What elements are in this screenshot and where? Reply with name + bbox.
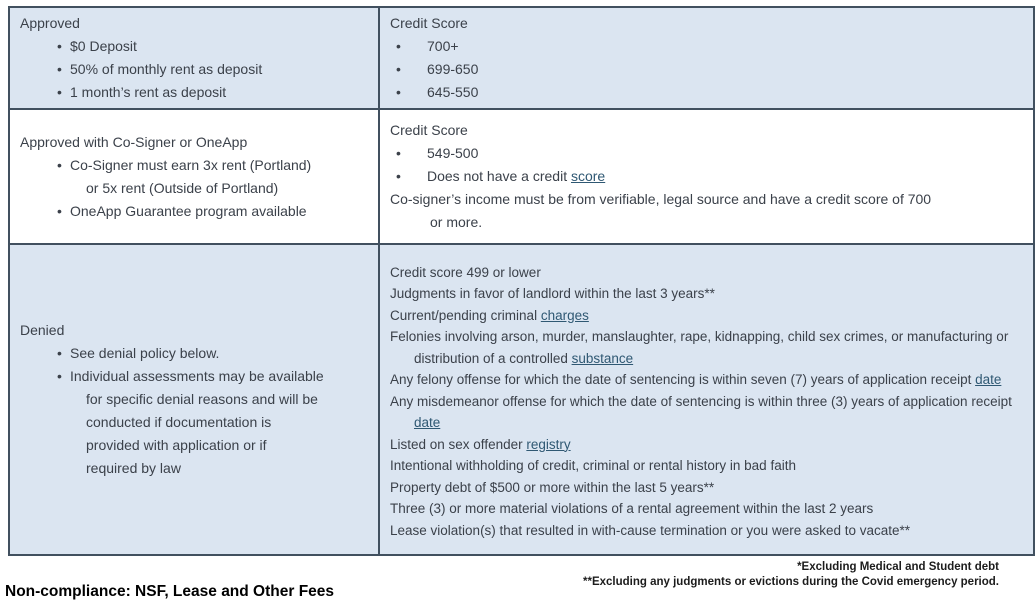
- bullet-text-continuation: provided with application or if: [86, 437, 267, 453]
- bullet-text: See denial policy below.: [70, 345, 220, 361]
- cell-title: Credit Score: [390, 122, 468, 138]
- text-segment: Intentional withholding of credit, criminal or rental history in bad faith: [390, 458, 796, 474]
- bullet-icon: •: [57, 38, 62, 54]
- text-segment: Listed on sex offender: [390, 436, 527, 452]
- text-segment: Does not have a credit: [427, 168, 571, 184]
- bullet-text: 50% of monthly rent as deposit: [70, 61, 263, 77]
- text-segment: Property debt of $500 or more within the last 5 years**: [390, 479, 715, 495]
- bullet-icon: •: [57, 61, 62, 77]
- bullet-icon: •: [57, 156, 62, 173]
- bullet-icon: •: [396, 168, 401, 184]
- criteria-line: [390, 434, 1023, 456]
- bullet-item: [20, 200, 368, 223]
- bullet-text-continuation: or 5x rent (Outside of Portland): [86, 179, 279, 196]
- text-segment: Three (3) or more material violations of a rental agreement within the last 2 years: [390, 501, 874, 517]
- bullet-item: [390, 142, 1023, 165]
- inline-link[interactable]: date: [414, 415, 441, 431]
- cell-title: Approved with Co-Signer or OneApp: [20, 133, 248, 150]
- decision-cell: [9, 244, 379, 555]
- text-segment: Lease violation(s) that resulted in with-cause termination or you were asked to vacate**: [390, 522, 911, 538]
- criteria-line: [390, 391, 1023, 434]
- co-signer-note: or more.: [430, 214, 483, 230]
- bullet-item: [20, 35, 368, 58]
- footnote-medical-student-debt: *Excluding Medical and Student debt: [797, 561, 999, 573]
- bullet-text: Co-Signer must earn 3x rent (Portland): [70, 156, 312, 173]
- decision-cell: [9, 7, 379, 109]
- criteria-line: [390, 326, 1023, 369]
- bullet-icon: •: [396, 61, 401, 77]
- criteria-cell: [379, 7, 1034, 109]
- cell-title: Approved: [20, 15, 80, 31]
- criteria-line: [390, 477, 1023, 499]
- screening-criteria-table: [8, 6, 1035, 556]
- criteria-line: [390, 283, 1023, 305]
- text-segment: Felonies involving arson, murder, manslaughter, rape, kidnapping, child sex crimes, or manufacturing or distribution of a controlled: [390, 329, 1009, 366]
- bullet-text: 699-650: [427, 61, 479, 77]
- inline-link[interactable]: substance: [571, 350, 634, 366]
- criteria-cell: [379, 109, 1034, 244]
- bullet-item: [390, 81, 1023, 104]
- bullet-icon: •: [57, 202, 62, 219]
- co-signer-note: Co-signer’s income must be from verifiable, legal source and have a credit score of 700: [390, 191, 932, 207]
- criteria-line: [390, 262, 1023, 284]
- bullet-text: 549-500: [427, 145, 479, 161]
- inline-link[interactable]: date: [975, 372, 1002, 388]
- table-row: [9, 244, 1034, 555]
- cell-title: Denied: [20, 322, 65, 338]
- bullet-item: [20, 58, 368, 81]
- criteria-line: [390, 305, 1023, 327]
- bullet-icon: •: [396, 84, 401, 100]
- bullet-item: [390, 58, 1023, 81]
- text-segment: Any felony offense for which the date of sentencing is within seven (7) years of application receipt: [390, 372, 976, 388]
- bullet-item: [20, 154, 368, 177]
- bullet-item: [20, 81, 368, 104]
- screening-table-body: [9, 7, 1034, 555]
- table-row: [9, 109, 1034, 244]
- criteria-line: [390, 369, 1023, 391]
- bullet-text: 1 month’s rent as deposit: [70, 84, 227, 100]
- bullet-text: [427, 165, 605, 188]
- criteria-line: [390, 498, 1023, 520]
- decision-cell: [9, 109, 379, 244]
- criteria-line: [390, 455, 1023, 477]
- bullet-text: 700+: [427, 38, 459, 54]
- text-segment: Judgments in favor of landlord within the last 3 years**: [390, 286, 715, 302]
- bullet-text-continuation: required by law: [86, 460, 181, 476]
- inline-link[interactable]: charges: [540, 307, 589, 323]
- bullet-text-continuation: conducted if documentation is: [86, 414, 272, 430]
- non-compliance-heading: Non-compliance: NSF, Lease and Other Fees: [5, 583, 335, 600]
- bullet-text: Individual assessments may be available: [70, 368, 324, 384]
- cell-title: Credit Score: [390, 15, 468, 31]
- inline-link[interactable]: score: [570, 168, 606, 184]
- table-row: [9, 7, 1034, 109]
- criteria-line: [390, 520, 1023, 542]
- bullet-icon: •: [396, 38, 401, 54]
- bullet-item: [20, 365, 368, 388]
- criteria-cell: [379, 244, 1034, 555]
- bullet-icon: •: [57, 345, 62, 361]
- bullet-item: [390, 165, 1023, 188]
- bullet-text-continuation: for specific denial reasons and will be: [86, 391, 318, 407]
- text-segment: Current/pending criminal: [390, 307, 541, 323]
- text-segment: Any misdemeanor offense for which the date of sentencing is within three (3) years of application receipt: [390, 393, 1012, 409]
- footnote-covid-emergency: **Excluding any judgments or evictions during the Covid emergency period.: [583, 575, 999, 588]
- bullet-item: [20, 342, 368, 365]
- bullet-icon: •: [396, 145, 401, 161]
- bullet-item: [390, 35, 1023, 58]
- bullet-icon: •: [57, 84, 62, 100]
- bullet-icon: •: [57, 368, 62, 384]
- inline-link[interactable]: registry: [526, 436, 571, 452]
- bullet-text: $0 Deposit: [70, 38, 137, 54]
- bullet-text: 645-550: [427, 84, 479, 100]
- bullet-text: OneApp Guarantee program available: [70, 202, 307, 219]
- text-segment: Credit score 499 or lower: [390, 264, 541, 280]
